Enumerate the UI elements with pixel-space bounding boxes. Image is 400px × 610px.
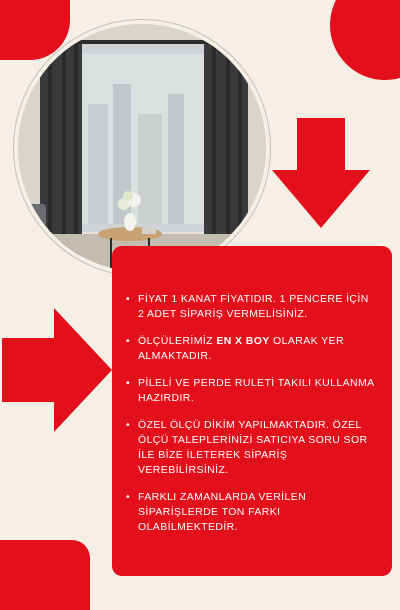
decor-shape-top-left (0, 0, 70, 60)
info-item-price: • FİYAT 1 KANAT FİYATIDIR. 1 PENCERE İÇİN 2 ADET SİPARİŞ VERMELİSİNİZ. (126, 292, 378, 322)
decor-shape-top-right (330, 0, 400, 80)
arrow-down-icon (272, 118, 370, 228)
info-item-tone: • FARKLI ZAMANLARDA VERİLEN SİPARİŞLERDE TON FARKI OLABİLMEKTEDİR. (126, 490, 378, 535)
info-item-sizes: • ÖLÇÜLERİMİZ EN X BOY OLARAK YER ALMAKTADIR. (126, 334, 378, 364)
info-item-custom-size: • ÖZEL ÖLÇÜ DİKİM YAPILMAKTADIR. ÖZEL ÖLÇÜ TALEPLERİNİZİ SATICIYA SORU SOR İLE BİZE İLETEREK SİPARİŞ VEREBİLİRSİNİZ. (126, 418, 378, 478)
curtain-scene-image (18, 24, 266, 272)
curtain-room-photo (18, 24, 266, 272)
info-card (112, 246, 392, 576)
info-item-ready: • PİLELİ VE PERDE RULETİ TAKILI KULLANMA HAZIRDIR. (126, 376, 378, 406)
arrow-right-icon (2, 308, 112, 432)
info-list (126, 292, 378, 535)
